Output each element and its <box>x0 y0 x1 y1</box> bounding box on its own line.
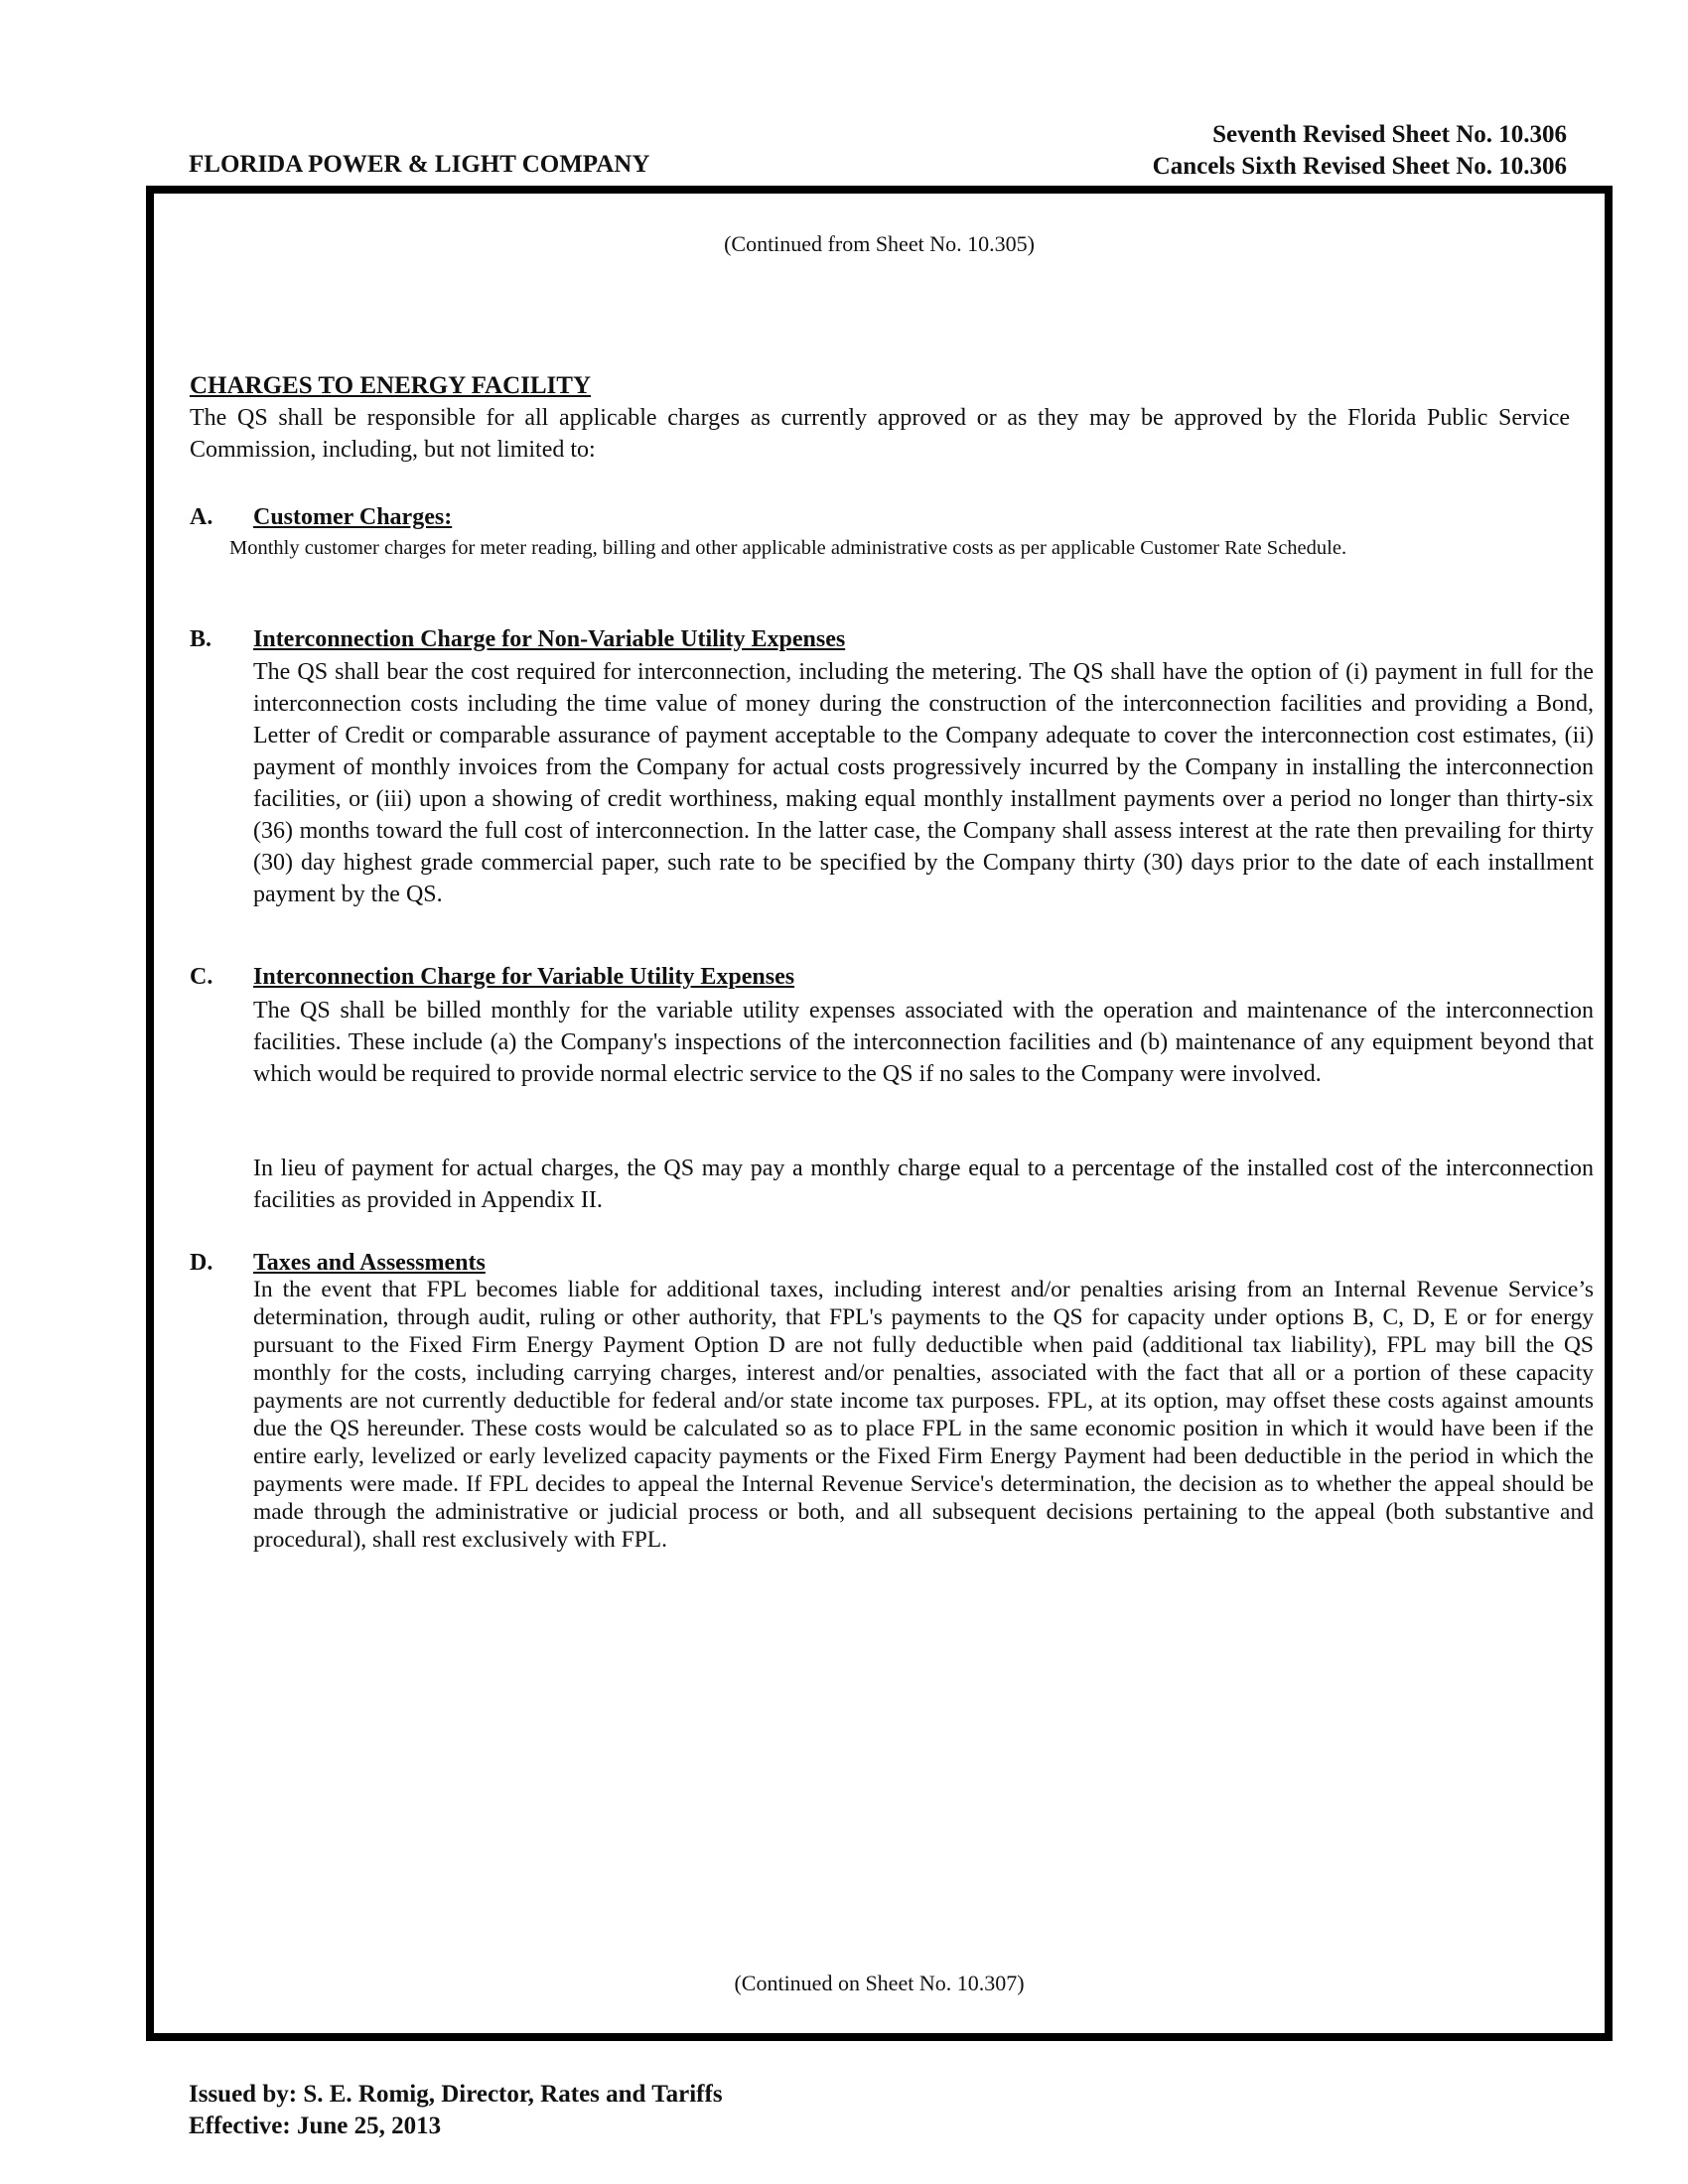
page-frame <box>146 186 1613 2041</box>
section-intro: The QS shall be responsible for all applicable charges as currently approved or as they may be approved by the Florida Public Service Commission, including, but not limited to: <box>190 405 1570 463</box>
item-c-body: The QS shall be billed monthly for the variable utility expenses associated with the operation and maintenance of the interconnection facilities. These include (a) the Company's inspections of the interconnection facilities and (b) maintenance of any equipment beyond that which would be required to provide normal electric service to the QS if no sales to the Company were involved. <box>253 998 1594 1087</box>
issued-by: Issued by: S. E. Romig, Director, Rates and Tariffs <box>189 2081 723 2108</box>
item-a-title: Customer Charges: <box>253 504 453 530</box>
section-title: CHARGES TO ENERGY FACILITY <box>190 372 592 399</box>
item-b-title: Interconnection Charge for Non-Variable Utility Expenses <box>253 626 846 652</box>
issuance-footer <box>189 2079 723 2142</box>
item-b-letter: B. <box>190 626 212 652</box>
continued-on-note: (Continued on Sheet No. 10.307) <box>734 1971 1025 1995</box>
item-a-body: Monthly customer charges for meter reading, billing and other applicable administrative costs as per applicable Customer Rate Schedule. <box>229 537 1347 559</box>
sheet-number-block <box>1153 119 1567 183</box>
company-name: FLORIDA POWER & LIGHT COMPANY <box>189 151 650 178</box>
sheet-number: Seventh Revised Sheet No. 10.306 <box>1212 121 1567 148</box>
item-c-letter: C. <box>190 964 213 990</box>
item-c-title: Interconnection Charge for Variable Utility Expenses <box>253 964 795 990</box>
continued-from-note: (Continued from Sheet No. 10.305) <box>724 231 1035 256</box>
item-b-body: The QS shall bear the cost required for interconnection, including the metering. The QS shall have the option of (i) payment in full for the interconnection costs including the time value of money during the construction of the interconnection facilities and providing a Bond, Letter of Credit or comparable assurance of payment acceptable to the Company adequate to cover the interconnection cost estimates, (ii) payment of monthly invoices from the Company for actual costs progressively incurred by the Company in installing the interconnection facilities, or (iii) upon a showing of credit worthiness, making equal monthly installment payments over a period no longer than thirty-six (36) months toward the full cost of interconnection. In the latter case, the Company shall assess interest at the rate then prevailing for thirty (30) day highest grade commercial paper, such rate to be specified by the Company thirty (30) days prior to the date of each installment payment by the QS. <box>253 659 1594 907</box>
item-c-body2: In lieu of payment for actual charges, the QS may pay a monthly charge equal to a percentage of the installed cost of the interconnection facilities as provided in Appendix II. <box>253 1156 1594 1213</box>
item-d-title: Taxes and Assessments <box>253 1250 486 1276</box>
item-d-letter: D. <box>190 1250 213 1276</box>
effective-date: Effective: June 25, 2013 <box>189 2113 442 2139</box>
item-a-letter: A. <box>190 504 213 530</box>
cancels-sheet-number: Cancels Sixth Revised Sheet No. 10.306 <box>1152 153 1567 180</box>
item-d-body: In the event that FPL becomes liable for additional taxes, including interest and/or penalties arising from an Internal Revenue Service’s determination, through audit, ruling or other authority, that FPL's payments to the QS for capacity under options B, C, D, E or for energy pursuant to the Fixed Firm Energy Payment Option D are not fully deductible when paid (additional tax liability), FPL may bill the QS monthly for the costs, including carrying charges, interest and/or penalties, associated with the fact that all or a portion of these capacity payments are not currently deductible for federal and/or state income tax purposes. FPL, at its option, may offset these costs against amounts due the QS hereunder. These costs would be calculated so as to place FPL in the same economic position in which it would have been if the entire early, levelized or early levelized capacity payments or the Fixed Firm Energy Payment had been deductible in the period in which the payments were made. If FPL decides to appeal the Internal Revenue Service's determination, the decision as to whether the appeal should be made through the administrative or judicial process or both, and all subsequent decisions pertaining to the appeal (both substantive and procedural), shall rest exclusively with FPL. <box>253 1277 1594 1553</box>
